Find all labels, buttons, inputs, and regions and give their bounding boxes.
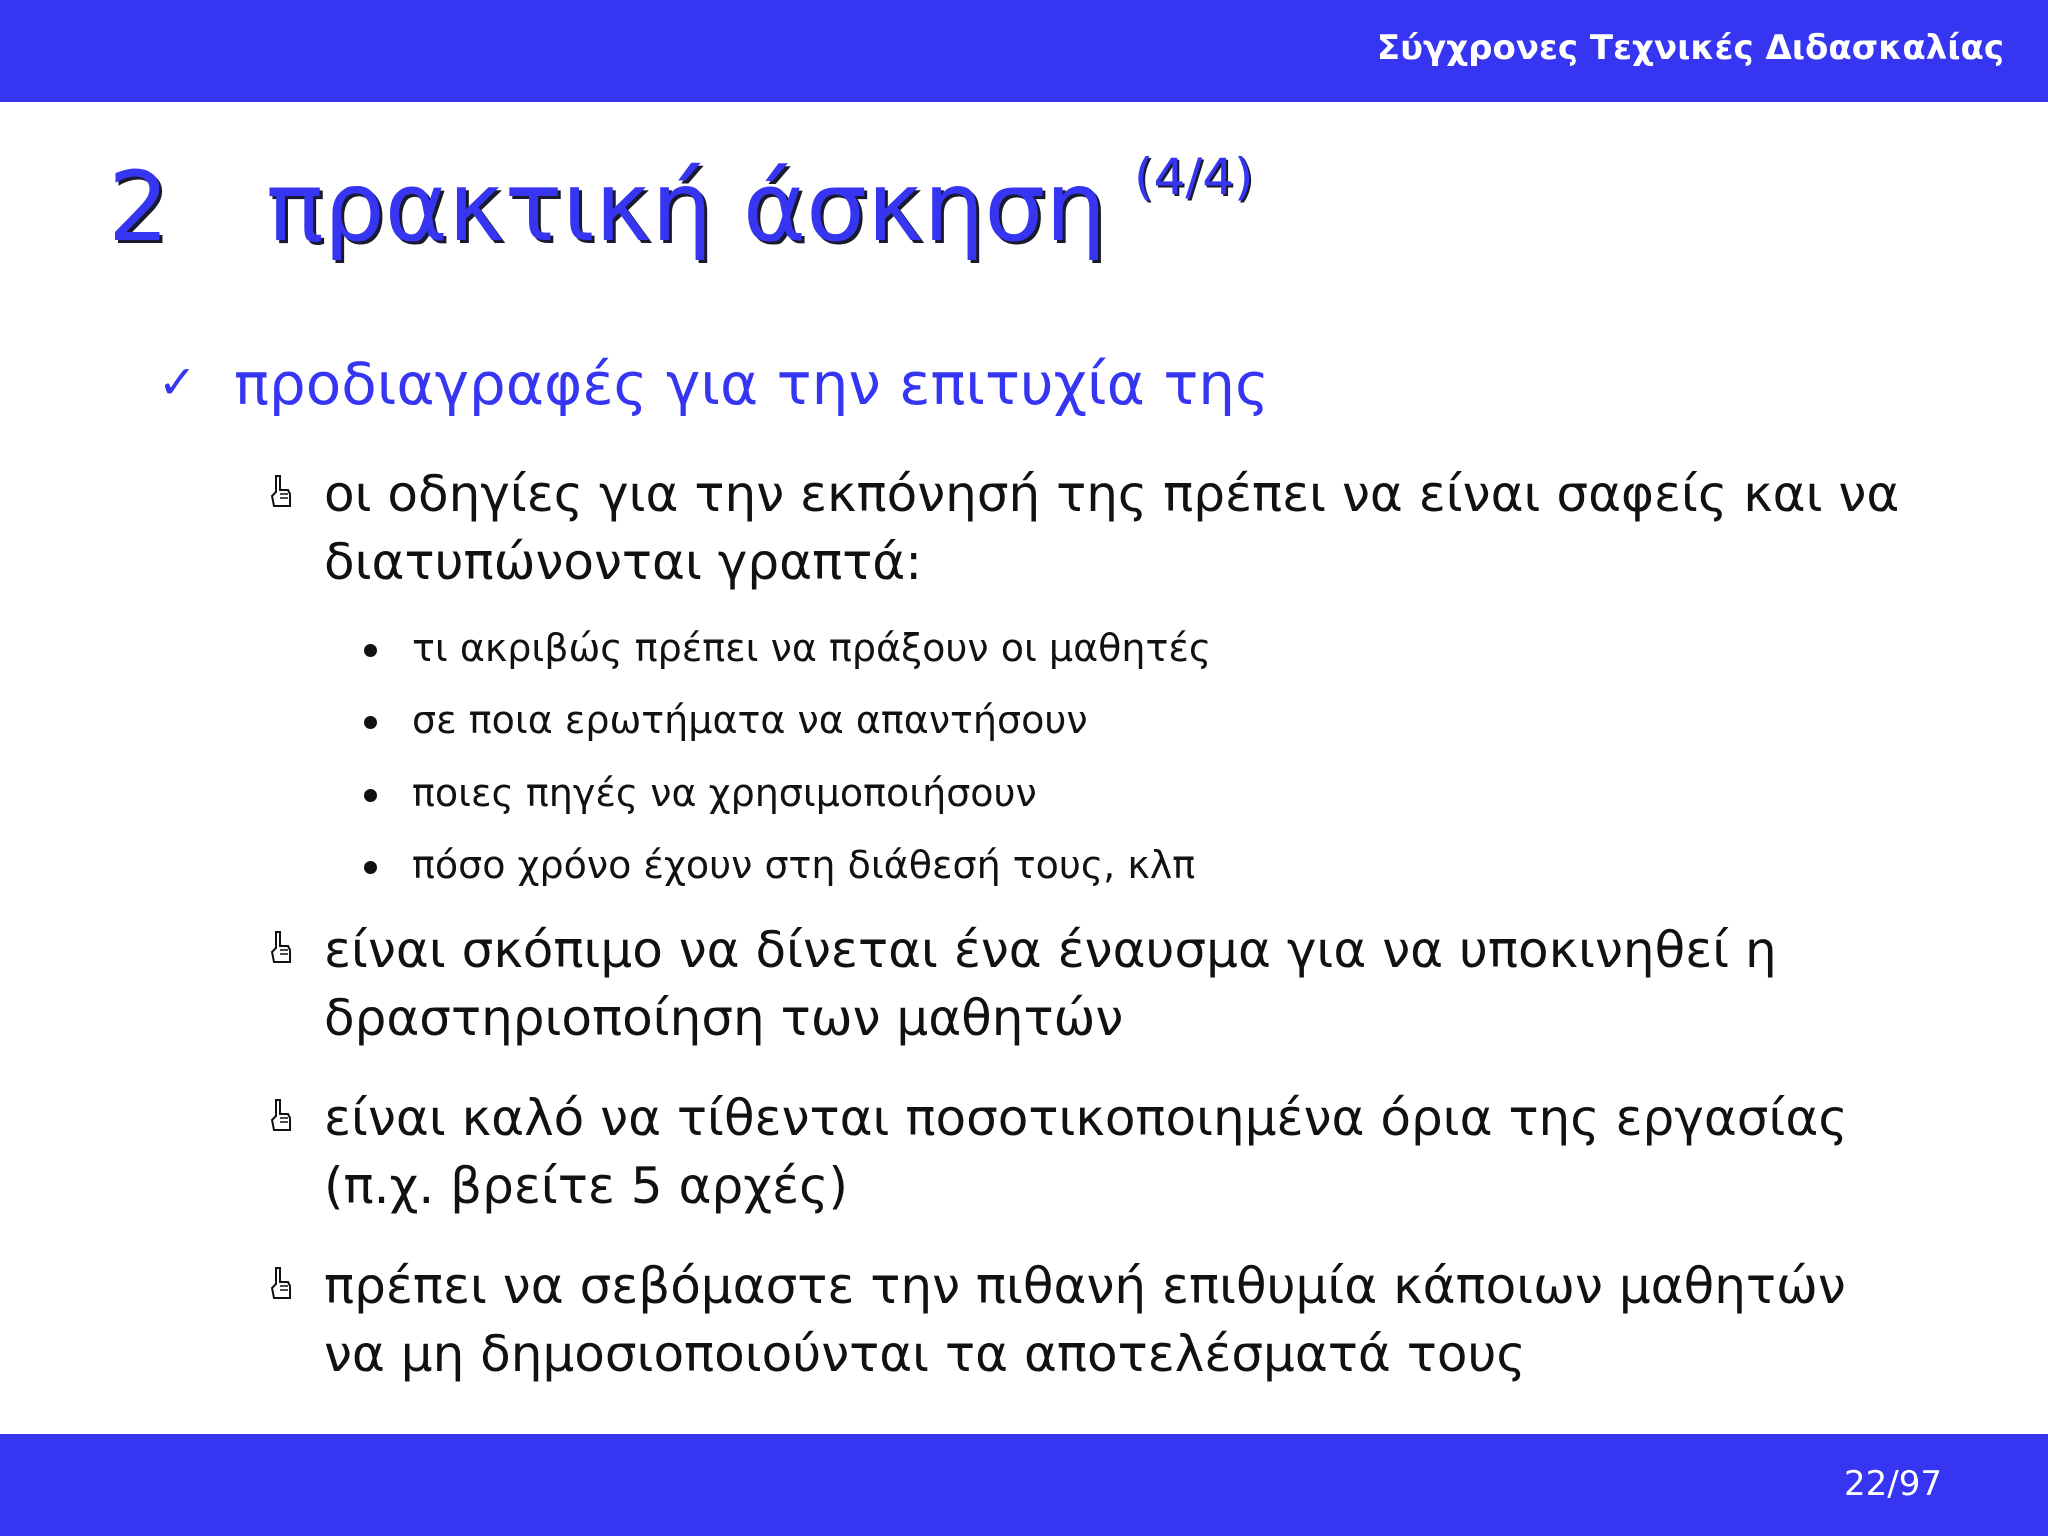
sub-bullet xyxy=(362,626,1211,670)
course-title: Σύγχρονες Τεχνικές Διδασκαλίας xyxy=(1376,28,2004,68)
section-number: 2 xyxy=(108,151,170,263)
bullet-dot-icon xyxy=(364,861,377,874)
bullet-point xyxy=(268,916,1908,1052)
page-number: 22/97 xyxy=(1844,1464,1942,1504)
bullet-point-text: οι οδηγίες για την εκπόνησή της πρέπει να είναι σαφείς και να διατυπώνονται γραπτά: xyxy=(324,465,1900,591)
bullet-point xyxy=(268,1252,1908,1388)
sub-bullet xyxy=(362,698,1088,742)
pointing-hand-icon xyxy=(268,1098,294,1134)
bullet-point-text: πρέπει να σεβόμαστε την πιθανή επιθυμία κάποιων μαθητών να μη δημοσιοποιούνται τα αποτελέσματά τους xyxy=(324,1257,1846,1383)
checkmark-icon: ✓ xyxy=(158,355,197,409)
header-bar xyxy=(0,0,2048,102)
bullet-point xyxy=(268,1084,1908,1220)
sub-bullet xyxy=(362,771,1037,815)
pointing-hand-icon xyxy=(268,930,294,966)
bullet-dot-icon xyxy=(364,789,377,802)
section-heading xyxy=(158,350,1269,418)
bullet-dot-icon xyxy=(364,644,377,657)
sub-bullet-text: σε ποια ερωτήματα να απαντήσουν xyxy=(412,698,1088,742)
slide-title-text: πρακτική άσκηση xyxy=(266,151,1107,263)
bullet-point-text: είναι σκόπιμο να δίνεται ένα έναυσμα για να υποκινηθεί η δραστηριοποίηση των μαθητών xyxy=(324,921,1777,1047)
pointing-hand-icon xyxy=(268,474,294,510)
bullet-point xyxy=(268,460,1908,596)
sub-bullet-text: τι ακριβώς πρέπει να πράξουν οι μαθητές xyxy=(412,626,1212,670)
pointing-hand-icon xyxy=(268,1266,294,1302)
sub-bullet-text: ποιες πηγές να χρησιμοποιήσουν xyxy=(412,771,1037,815)
slide-part-indicator: (4/4) xyxy=(1134,148,1254,206)
footer-bar xyxy=(0,1434,2048,1536)
bullet-point-text: είναι καλό να τίθενται ποσοτικοποιημένα όρια της εργασίας (π.χ. βρείτε 5 αρχές) xyxy=(324,1089,1848,1215)
sub-bullet-text: πόσο χρόνο έχουν στη διάθεσή τους, κλπ xyxy=(412,843,1196,887)
slide-title xyxy=(108,148,1254,263)
sub-bullet xyxy=(362,843,1195,887)
section-heading-text: προδιαγραφές για την επιτυχία της xyxy=(234,350,1270,418)
bullet-dot-icon xyxy=(364,716,377,729)
